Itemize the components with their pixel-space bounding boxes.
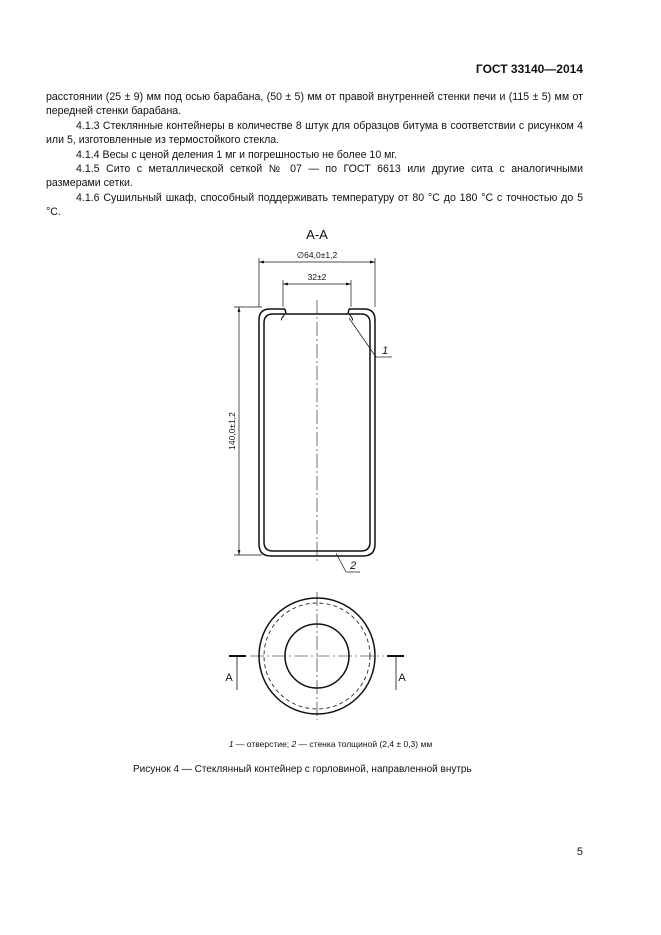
- height-dimension: [227, 307, 262, 555]
- callout-1-label: 1: [382, 345, 389, 357]
- section-cut-left: [225, 656, 246, 690]
- container-section: [259, 300, 375, 562]
- paragraph-4-1-5: 4.1.5 Сито с металлической сеткой № 07 — по ГОСТ 6613 или другие сита с аналогичными размерами сетки.: [46, 163, 583, 190]
- legend-item-1-text: — отверстие;: [233, 739, 292, 749]
- legend-item-1-number: 1: [228, 739, 234, 749]
- document-code: ГОСТ 33140—2014: [475, 62, 583, 76]
- paragraph-continuation: расстоянии (25 ± 9) мм под осью барабана, (50 ± 5) мм от правой внутренней стенки печи и (115 ± 5) мм от передней стенки барабана.: [46, 91, 583, 118]
- paragraph-4-1-6: 4.1.6 Сушильный шкаф, способный поддерживать температуру от 80 °C до 180 °C с точностью до 5 °C.: [46, 191, 583, 219]
- legend-item-2-text: — стенка толщиной (2,4 ± 0,3) мм: [296, 739, 433, 749]
- diameter-value: ∅64,0±1,2: [296, 250, 338, 260]
- cut-label-left: А: [225, 672, 233, 684]
- paragraph-4-1-3: 4.1.3 Стеклянные контейнеры в количестве 8 штук для образцов битума в соответствии с рисунком 4 или 5, изготовленные из термостойкого стекла.: [46, 119, 583, 147]
- figure-caption: Рисунок 4 — Стеклянный контейнер с горловиной, направленной внутрь: [133, 764, 472, 775]
- figure-legend: [0, 739, 661, 749]
- paragraph-4-1-4: 4.1.4 Весы с ценой деления 1 мг и погрешностью не более 10 мг.: [76, 148, 397, 161]
- section-label: А-А: [306, 227, 328, 242]
- top-view: [250, 592, 384, 720]
- section-cut-right: [387, 656, 406, 690]
- height-value: 140,0±1,2: [227, 412, 237, 450]
- callout-2-label: 2: [350, 560, 357, 572]
- cut-label-right: А: [398, 672, 406, 684]
- opening-value: 32±2: [307, 272, 327, 282]
- page-number: 5: [576, 846, 583, 858]
- legend-item-2-number: 2: [291, 739, 297, 749]
